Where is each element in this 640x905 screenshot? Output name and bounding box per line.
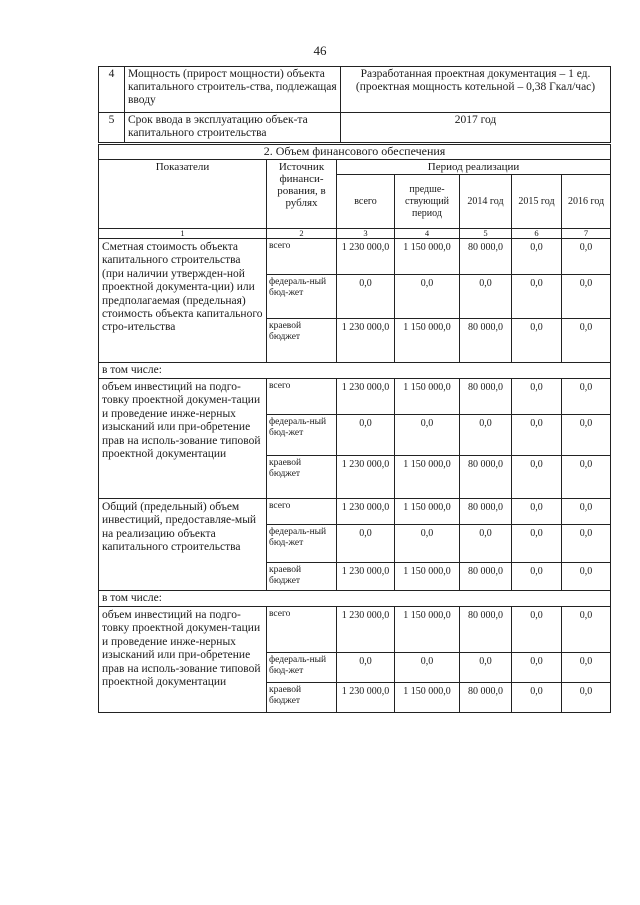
source-cell: всего xyxy=(267,499,337,525)
header-period: Период реализации xyxy=(337,160,611,175)
indicator-cell: Общий (предельный) объем инвестиций, предоставляе-мый на реализацию объекта капитального строительства xyxy=(99,499,267,591)
value-total: 1 230 000,0 xyxy=(337,563,395,591)
value-y2014: 0,0 xyxy=(460,525,512,563)
row-value: Разработанная проектная документация – 1 ед. (проектная мощность котельной – 0,38 Гкал/час) xyxy=(341,67,611,113)
header-2015: 2015 год xyxy=(512,175,562,229)
column-number: 5 xyxy=(460,229,512,239)
value-total: 1 230 000,0 xyxy=(337,379,395,415)
header-2016: 2016 год xyxy=(562,175,611,229)
value-previous: 0,0 xyxy=(395,653,460,683)
indicator-cell: Сметная стоимость объекта капитального строительства (при наличии утвержден-ной проектной документа-ции) или предполагаемая (предельная) стоимость объекта капитального стро-ительства xyxy=(99,239,267,363)
value-total: 1 230 000,0 xyxy=(337,456,395,499)
value-y2016: 0,0 xyxy=(562,683,611,713)
column-number: 3 xyxy=(337,229,395,239)
source-cell: всего xyxy=(267,239,337,275)
value-previous: 1 150 000,0 xyxy=(395,499,460,525)
value-total: 1 230 000,0 xyxy=(337,319,395,363)
value-total: 0,0 xyxy=(337,275,395,319)
value-y2016: 0,0 xyxy=(562,525,611,563)
value-previous: 1 150 000,0 xyxy=(395,379,460,415)
header-indicators: Показатели xyxy=(99,160,267,229)
header-2014: 2014 год xyxy=(460,175,512,229)
source-cell: краевой бюджет xyxy=(267,456,337,499)
header-source: Источник финанси-рования, в рублях xyxy=(267,160,337,229)
indicator-cell: объем инвестиций на подго-товку проектной докумен-тации и проведение инже-нерных изысканий или при-обретение прав на исполь-зование типовой проектной документации xyxy=(99,607,267,713)
value-y2014: 80 000,0 xyxy=(460,499,512,525)
source-cell: краевой бюджет xyxy=(267,319,337,363)
subtotal-label: в том числе: xyxy=(99,363,611,379)
value-y2014: 0,0 xyxy=(460,275,512,319)
value-y2014: 80 000,0 xyxy=(460,456,512,499)
value-y2014: 0,0 xyxy=(460,415,512,456)
value-previous: 0,0 xyxy=(395,525,460,563)
value-y2016: 0,0 xyxy=(562,563,611,591)
row-number: 4 xyxy=(99,67,125,113)
value-y2014: 80 000,0 xyxy=(460,563,512,591)
column-number: 6 xyxy=(512,229,562,239)
value-total: 1 230 000,0 xyxy=(337,239,395,275)
value-y2016: 0,0 xyxy=(562,607,611,653)
value-total: 1 230 000,0 xyxy=(337,607,395,653)
value-y2016: 0,0 xyxy=(562,275,611,319)
column-number: 4 xyxy=(395,229,460,239)
value-total: 1 230 000,0 xyxy=(337,683,395,713)
value-y2015: 0,0 xyxy=(512,683,562,713)
table-row xyxy=(99,379,611,415)
value-y2016: 0,0 xyxy=(562,415,611,456)
value-y2015: 0,0 xyxy=(512,239,562,275)
value-total: 0,0 xyxy=(337,415,395,456)
source-cell: всего xyxy=(267,379,337,415)
value-previous: 1 150 000,0 xyxy=(395,239,460,275)
value-y2015: 0,0 xyxy=(512,499,562,525)
header-previous: предше-ствующий период xyxy=(395,175,460,229)
row-value: 2017 год xyxy=(341,113,611,143)
value-y2015: 0,0 xyxy=(512,525,562,563)
value-previous: 1 150 000,0 xyxy=(395,683,460,713)
value-previous: 1 150 000,0 xyxy=(395,319,460,363)
value-y2015: 0,0 xyxy=(512,563,562,591)
value-y2016: 0,0 xyxy=(562,499,611,525)
value-previous: 0,0 xyxy=(395,275,460,319)
value-y2014: 80 000,0 xyxy=(460,607,512,653)
value-y2015: 0,0 xyxy=(512,415,562,456)
value-total: 1 230 000,0 xyxy=(337,499,395,525)
column-number: 2 xyxy=(267,229,337,239)
value-y2014: 80 000,0 xyxy=(460,379,512,415)
value-total: 0,0 xyxy=(337,525,395,563)
value-y2016: 0,0 xyxy=(562,379,611,415)
section-title: 2. Объем финансового обеспечения xyxy=(99,145,611,160)
value-y2014: 80 000,0 xyxy=(460,319,512,363)
row-name: Мощность (прирост мощности) объекта капитального строитель-ства, подлежащая вводу xyxy=(125,67,341,113)
object-info-table xyxy=(98,66,611,143)
table-row xyxy=(99,67,611,113)
source-cell: федераль-ный бюд-жет xyxy=(267,653,337,683)
value-y2016: 0,0 xyxy=(562,456,611,499)
value-y2015: 0,0 xyxy=(512,653,562,683)
table-row xyxy=(99,113,611,143)
column-number: 7 xyxy=(562,229,611,239)
value-y2016: 0,0 xyxy=(562,653,611,683)
value-y2014: 80 000,0 xyxy=(460,683,512,713)
value-y2014: 80 000,0 xyxy=(460,239,512,275)
row-name: Срок ввода в эксплуатацию объек-та капитального строительства xyxy=(125,113,341,143)
table-row xyxy=(99,239,611,275)
value-y2015: 0,0 xyxy=(512,275,562,319)
source-cell: всего xyxy=(267,607,337,653)
value-previous: 0,0 xyxy=(395,415,460,456)
value-y2016: 0,0 xyxy=(562,239,611,275)
row-number: 5 xyxy=(99,113,125,143)
source-cell: краевой бюджет xyxy=(267,683,337,713)
source-cell: федераль-ный бюд-жет xyxy=(267,275,337,319)
value-y2015: 0,0 xyxy=(512,379,562,415)
column-number: 1 xyxy=(99,229,267,239)
value-previous: 1 150 000,0 xyxy=(395,563,460,591)
value-y2015: 0,0 xyxy=(512,319,562,363)
indicator-cell: объем инвестиций на подго-товку проектной докумен-тации и проведение инже-нерных изысканий или при-обретение прав на исполь-зование типовой проектной документации xyxy=(99,379,267,499)
financing-table xyxy=(98,144,611,713)
source-cell: краевой бюджет xyxy=(267,563,337,591)
table-row xyxy=(99,607,611,653)
value-total: 0,0 xyxy=(337,653,395,683)
table-row xyxy=(99,499,611,525)
value-y2015: 0,0 xyxy=(512,456,562,499)
source-cell: федераль-ный бюд-жет xyxy=(267,525,337,563)
value-previous: 1 150 000,0 xyxy=(395,456,460,499)
subtotal-row xyxy=(99,591,611,607)
value-y2015: 0,0 xyxy=(512,607,562,653)
source-cell: федераль-ный бюд-жет xyxy=(267,415,337,456)
page-number: 46 xyxy=(313,43,327,58)
subtotal-label: в том числе: xyxy=(99,591,611,607)
value-y2016: 0,0 xyxy=(562,319,611,363)
value-previous: 1 150 000,0 xyxy=(395,607,460,653)
subtotal-row xyxy=(99,363,611,379)
value-y2014: 0,0 xyxy=(460,653,512,683)
header-total: всего xyxy=(337,175,395,229)
